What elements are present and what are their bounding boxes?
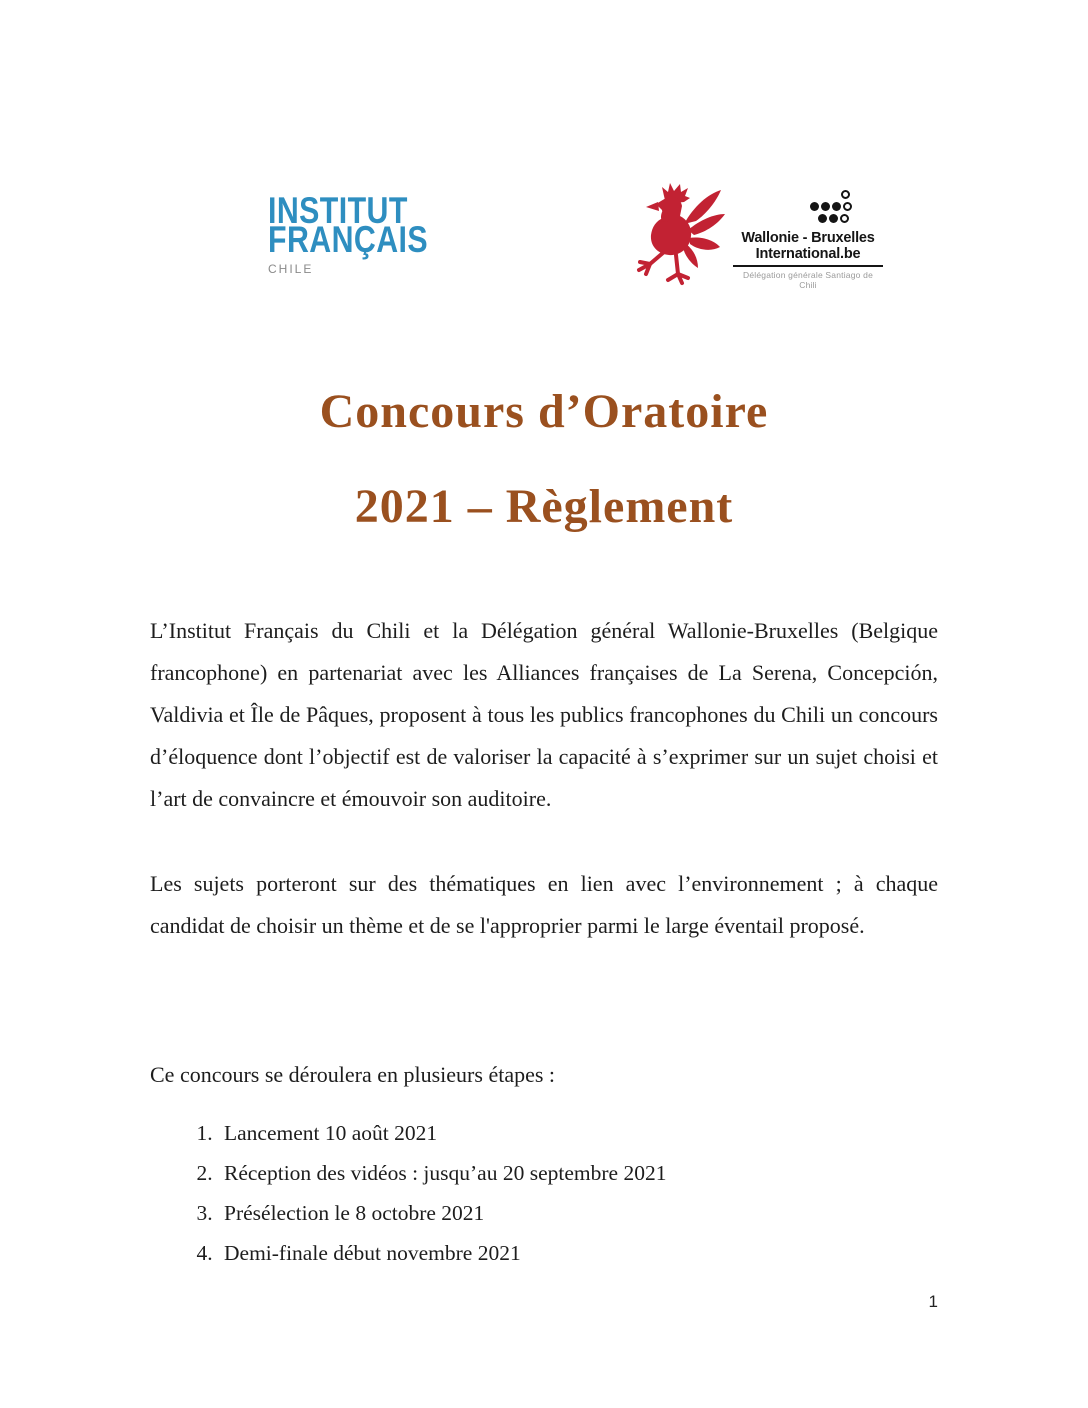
wbi-wordmark-line2: International.be — [755, 246, 861, 262]
institut-francais-logo — [268, 190, 463, 276]
wbi-logo — [733, 190, 883, 290]
step-item-1: 1. Lancement 10 août 2021 — [218, 1113, 1006, 1153]
document-title-line2: 2021 – Règlement — [354, 480, 734, 533]
wbi-tagline: Délégation générale Santiago de Chili — [742, 270, 874, 290]
wbi-wordmark — [733, 230, 883, 267]
steps-list — [150, 1113, 1006, 1273]
wbi-wordmark-line1: Wallonie - Bruxelles — [741, 230, 875, 246]
step-item-2: 2. Réception des vidéos : jusqu’au 20 septembre 2021 — [218, 1153, 1006, 1193]
steps-intro-line: Ce concours se déroulera en plusieurs étapes : — [150, 1062, 556, 1087]
paragraph-themes: Les sujets porteront sur des thématiques en lien avec l’environnement ; à chaque candidat de choisir un thème et de se l'approprier parmi le large éventail proposé. — [150, 871, 938, 938]
page-number: 1 — [928, 1292, 938, 1311]
institut-francais-wordmark — [268, 190, 429, 260]
if-wordmark-line2: FRANÇAIS — [268, 219, 429, 260]
paragraph-introduction: L’Institut Français du Chili et la Délégation général Wallonie-Bruxelles (Belgique francophone) en partenariat avec les Alliances françaises de La Serena, Concepción, Valdivia et Île de Pâques, proposent à tous les publics francophones du Chili un concours d’éloquence dont l’objectif est de valoriser la capacité à s’exprimer sur un sujet choisi et l’art de convaincre et émouvoir son auditoire. — [150, 618, 938, 811]
walloon-rooster-icon — [626, 180, 726, 292]
step-item-4: 4. Demi-finale début novembre 2021 — [218, 1233, 1006, 1273]
step-item-3: 3. Présélection le 8 octobre 2021 — [218, 1193, 1006, 1233]
if-wordmark-line1: INSTITUT — [268, 190, 408, 231]
if-country-label: CHILE — [268, 262, 314, 276]
wbi-dots-icon — [733, 190, 883, 226]
document-title-line1: Concours d’Oratoire — [319, 385, 769, 438]
